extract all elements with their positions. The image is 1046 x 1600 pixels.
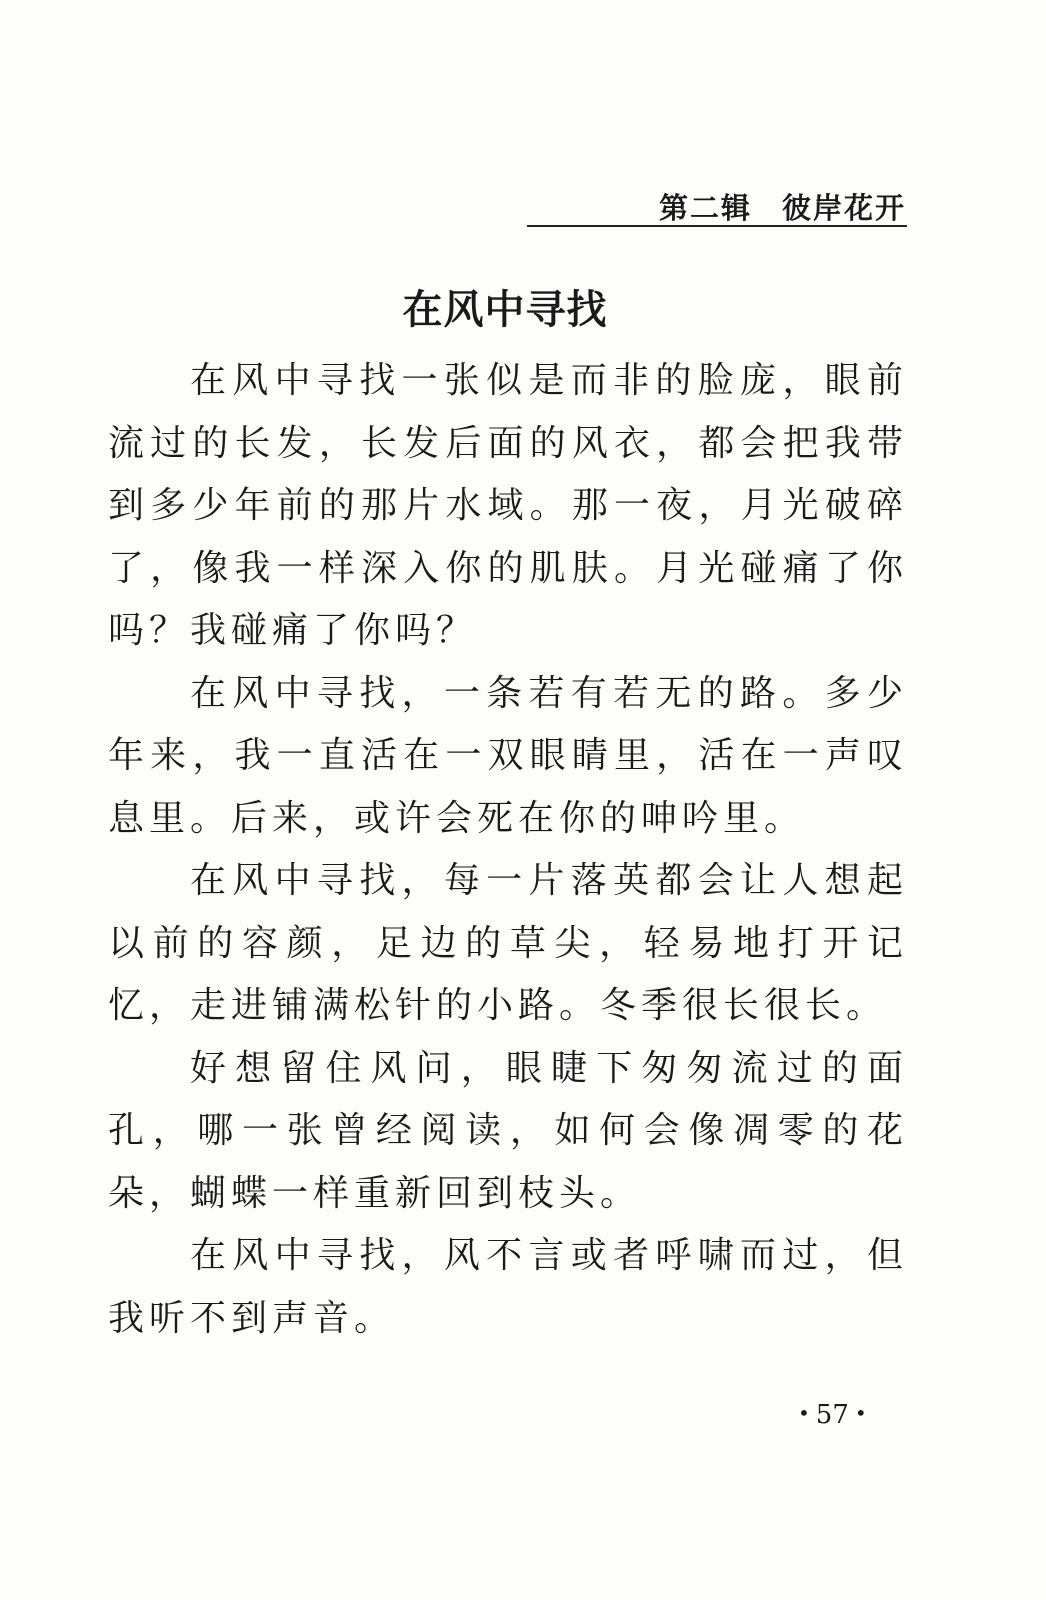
running-head bbox=[659, 186, 906, 227]
section-label: 第二辑 bbox=[658, 191, 752, 225]
page-number-dot-right: • bbox=[854, 1401, 867, 1425]
page-number-dot-left: • bbox=[798, 1401, 810, 1425]
essay-title: 在风中寻找 bbox=[402, 287, 608, 333]
section-title: 彼岸花开 bbox=[781, 191, 906, 225]
paragraph-1: 在风中寻找一张似是而非的脸庞，眼前流过的长发，长发后面的风衣，都会把我带到多少年前的那片水域。那一夜，月光破碎了，像我一样深入你的肌肤。月光碰痛了你吗？我碰痛了你吗？ bbox=[108, 360, 908, 651]
page-number-value: 57 bbox=[815, 1400, 849, 1430]
paragraph-4: 好想留住风问，眼睫下匆匆流过的面孔，哪一张曾经阅读，如何会像凋零的花朵，蝴蝶一样重新回到枝头。 bbox=[108, 1047, 908, 1214]
paragraph-2: 在风中寻找，一条若有若无的路。多少年来，我一直活在一双眼睛里，活在一声叹息里。后来，或许会死在你的呻吟里。 bbox=[108, 672, 908, 839]
paragraph-5: 在风中寻找，风不言或者呼啸而过，但我听不到声音。 bbox=[108, 1235, 908, 1339]
essay-body bbox=[108, 350, 908, 1350]
running-head-rule bbox=[527, 225, 907, 227]
page-number bbox=[792, 1400, 873, 1430]
paragraph-3: 在风中寻找，每一片落英都会让人想起以前的容颜，足边的草尖，轻易地打开记忆，走进铺满松针的小路。冬季很长很长。 bbox=[108, 860, 908, 1026]
